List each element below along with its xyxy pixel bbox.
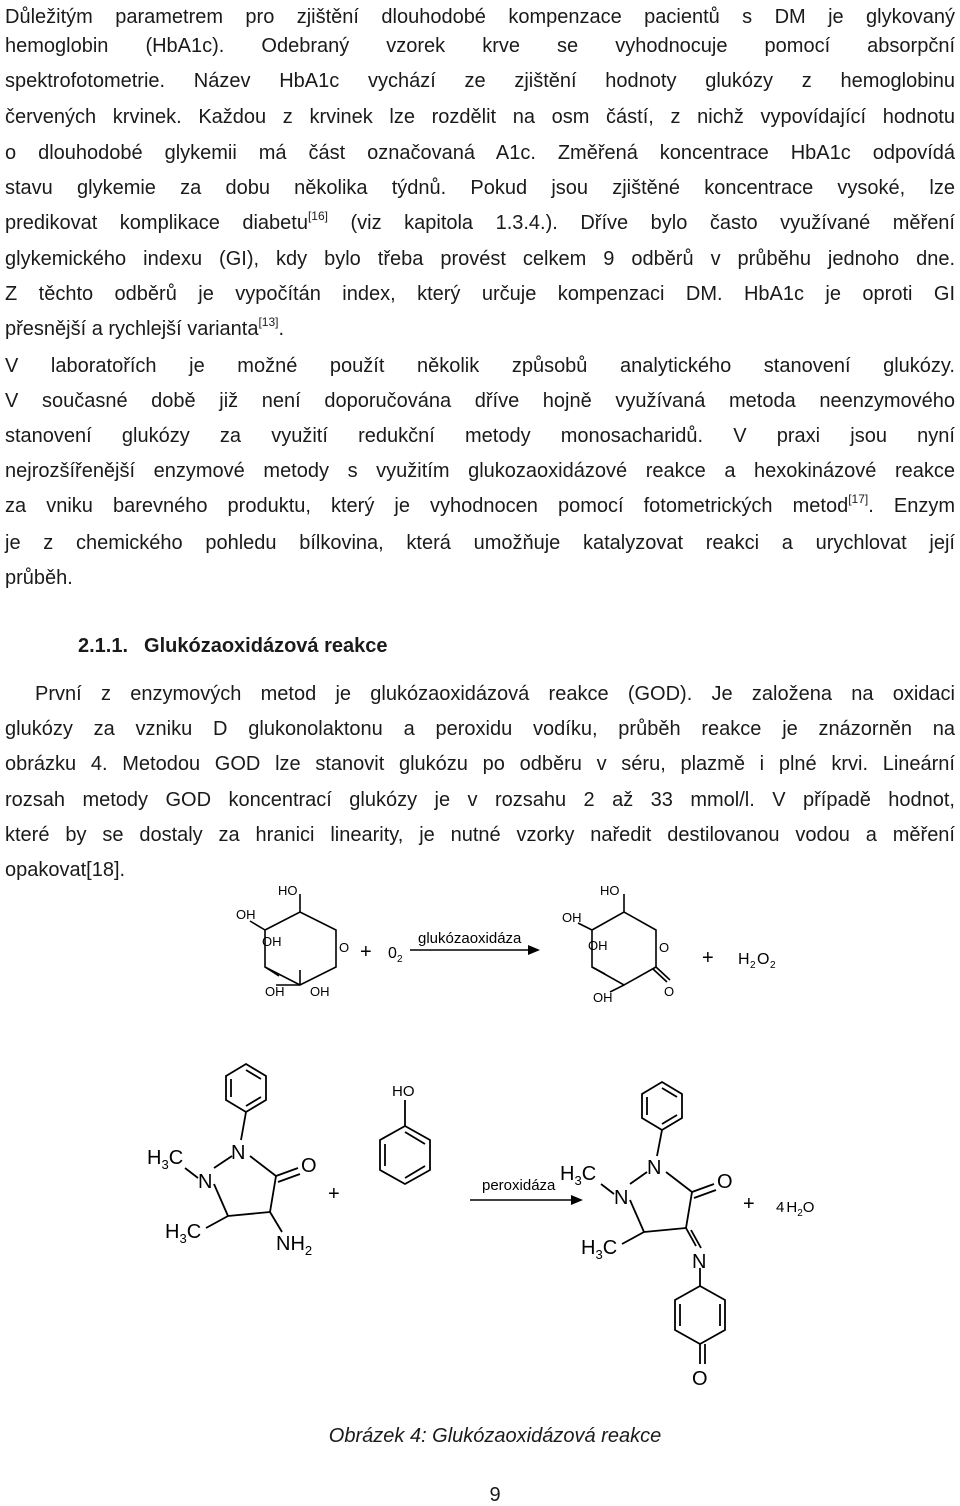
text-line: Důležitým parametrem pro zjištění dlouhodobé kompenzace pacientů s DM je glykovaný [5, 6, 955, 28]
text-span: za vniku barevného produktu, který je vyhodnocen pomocí fotometrických metod [5, 495, 849, 517]
hydroxyl-label: HO [278, 883, 298, 898]
hydroxyl-label: OH [310, 984, 330, 999]
text-span: přesnější a rychlejší varianta [5, 318, 259, 340]
enzyme-label: peroxidáza [482, 1177, 556, 1194]
text-span: . Enzym [868, 495, 955, 517]
plus-sign: + [743, 1193, 755, 1215]
oxygen-subscript: 2 [397, 954, 403, 965]
oxygen-label: O [301, 1155, 317, 1177]
amine-label: $NH_2$ [276, 1233, 313, 1258]
hydroxyl-label: OH [562, 910, 582, 925]
hydroxyl-label: OH [588, 938, 608, 953]
reference-17: [17] [848, 492, 869, 506]
text-line: obrázku 4. Metodou GOD lze stanovit glukózu po odběru v séru, plazmě i plné krvi. Lineární [5, 753, 955, 775]
text-line: průběh. [5, 567, 73, 589]
text-line [5, 312, 955, 347]
hydroxyl-label: OH [262, 934, 282, 949]
text-line: nejrozšířenější enzymové metody s využitím glukozaoxidázové reakce a hexokinázové reakce [5, 460, 955, 482]
water-label: 4 $H_2O$ [776, 1199, 815, 1219]
text-line: je z chemického pohledu bílkovina, která umožňuje katalyzovat reakci a urychlovat její [5, 532, 955, 554]
text-line [5, 206, 955, 241]
hydroxyl-label: HO [600, 883, 620, 898]
ring-oxygen-label: O [339, 940, 350, 955]
reaction-2-figure [0, 1060, 960, 1405]
reaction-arrowhead [528, 945, 540, 955]
product-o-subscript: 2 [770, 960, 776, 971]
quinoneimine-structure [601, 1082, 725, 1364]
reference-16: [16] [307, 209, 328, 223]
text-line: spektrofotometrie. Název HbA1c vychází ze zjištění hodnoty glukózy z hemoglobinu [5, 70, 955, 92]
plus-sign: + [702, 947, 714, 969]
methyl-label: $H_3C$ [560, 1163, 597, 1188]
text-line: glukózy za vzniku D glukonolaktonu a peroxidu vodíku, průběh reakce je znázorněn na [5, 718, 955, 740]
reference-13: [13] [258, 315, 279, 329]
hydroxyl-label: OH [593, 990, 613, 1005]
text-line: stavu glykemie za dobu několika týdnů. Pokud jsou zjištěné koncentrace vysoké, lze [5, 177, 955, 199]
oxygen-label: 0 [388, 945, 397, 962]
text-line: Z těchto odběrů je vypočítán index, který určuje kompenzaci DM. HbA1c je oproti GI [5, 283, 955, 305]
quinone-oxygen-label: O [692, 1368, 708, 1390]
plus-sign: + [360, 941, 372, 963]
nitrogen-label: N [231, 1142, 246, 1164]
text-line: hemoglobin (HbA1c). Odebraný vzorek krve se vyhodnocuje pomocí absorpční [5, 35, 955, 57]
text-line: červených krvinek. Každou z krvinek lze rozdělit na osm částí, z nichž vypovídající hodnotu [5, 106, 955, 128]
enzyme-label: glukózaoxidáza [418, 930, 522, 947]
product-h: H [738, 951, 750, 968]
hydroxyl-label: OH [265, 984, 285, 999]
text-line: opakovat[18]. [5, 859, 126, 881]
text-line: V laboratořích je možné použít několik způsobů analytického stanovení glukózy. [5, 355, 955, 377]
imine-nitrogen-label: N [692, 1251, 707, 1273]
text-line: rozsah metody GOD koncentrací glukózy je v rozsahu 2 až 33 mmol/l. V případě hodnot, [5, 789, 955, 811]
oxygen-label: O [717, 1171, 733, 1193]
text-span: predikovat komplikace diabetu [5, 212, 308, 234]
product-h-subscript: 2 [750, 960, 756, 971]
phenol-structure [380, 1100, 430, 1184]
nitrogen-label: N [198, 1171, 213, 1193]
reaction-1-figure [0, 880, 960, 1015]
text-line [5, 489, 955, 524]
plus-sign: + [328, 1183, 340, 1205]
nitrogen-label: N [647, 1157, 662, 1179]
section-number: 2.1.1. [78, 635, 129, 657]
ring-oxygen-label: O [659, 940, 670, 955]
text-line: které by se dostaly za hranici linearity, je nutné vzorky naředit destilovanou vodou a měření [5, 824, 955, 846]
methyl-label: $H_3C$ [165, 1221, 202, 1246]
text-line: glykemického indexu (GI), kdy bylo třeba provést celkem 9 odběrů v průběhu jednoho dne. [5, 248, 955, 270]
text-line: stanovení glukózy za využití redukční metody monosacharidů. V praxi jsou nyní [5, 425, 955, 447]
figure-caption: Obrázek 4: Glukózaoxidázová reakce [328, 1425, 662, 1447]
text-line: V současné době již není doporučována dříve hojně využívaná metoda neenzymového [5, 390, 955, 412]
carbonyl-oxygen-label: O [664, 984, 675, 999]
page-number: 9 [489, 1484, 501, 1506]
text-span: (viz kapitola 1.3.4.). Dříve bylo často využívané měření [327, 212, 955, 234]
text-line: o dlouhodobé glykemii má část označovaná A1c. Změřená koncentrace HbA1c odpovídá [5, 142, 955, 164]
section-title: Glukózaoxidázová reakce [144, 635, 388, 657]
methyl-label: $H_3C$ [581, 1237, 618, 1262]
reaction-arrowhead [571, 1195, 583, 1205]
nitrogen-label: N [614, 1187, 629, 1209]
methyl-label: $H_3C$ [147, 1147, 184, 1172]
hydroxyl-label: HO [392, 1083, 415, 1100]
product-o: O [757, 951, 770, 968]
hydroxyl-label: OH [236, 907, 256, 922]
text-span: . [278, 318, 285, 340]
section-heading [78, 631, 388, 661]
text-line: První z enzymových metod je glukózaoxidázová reakce (GOD). Je založena na oxidaci [35, 683, 955, 705]
